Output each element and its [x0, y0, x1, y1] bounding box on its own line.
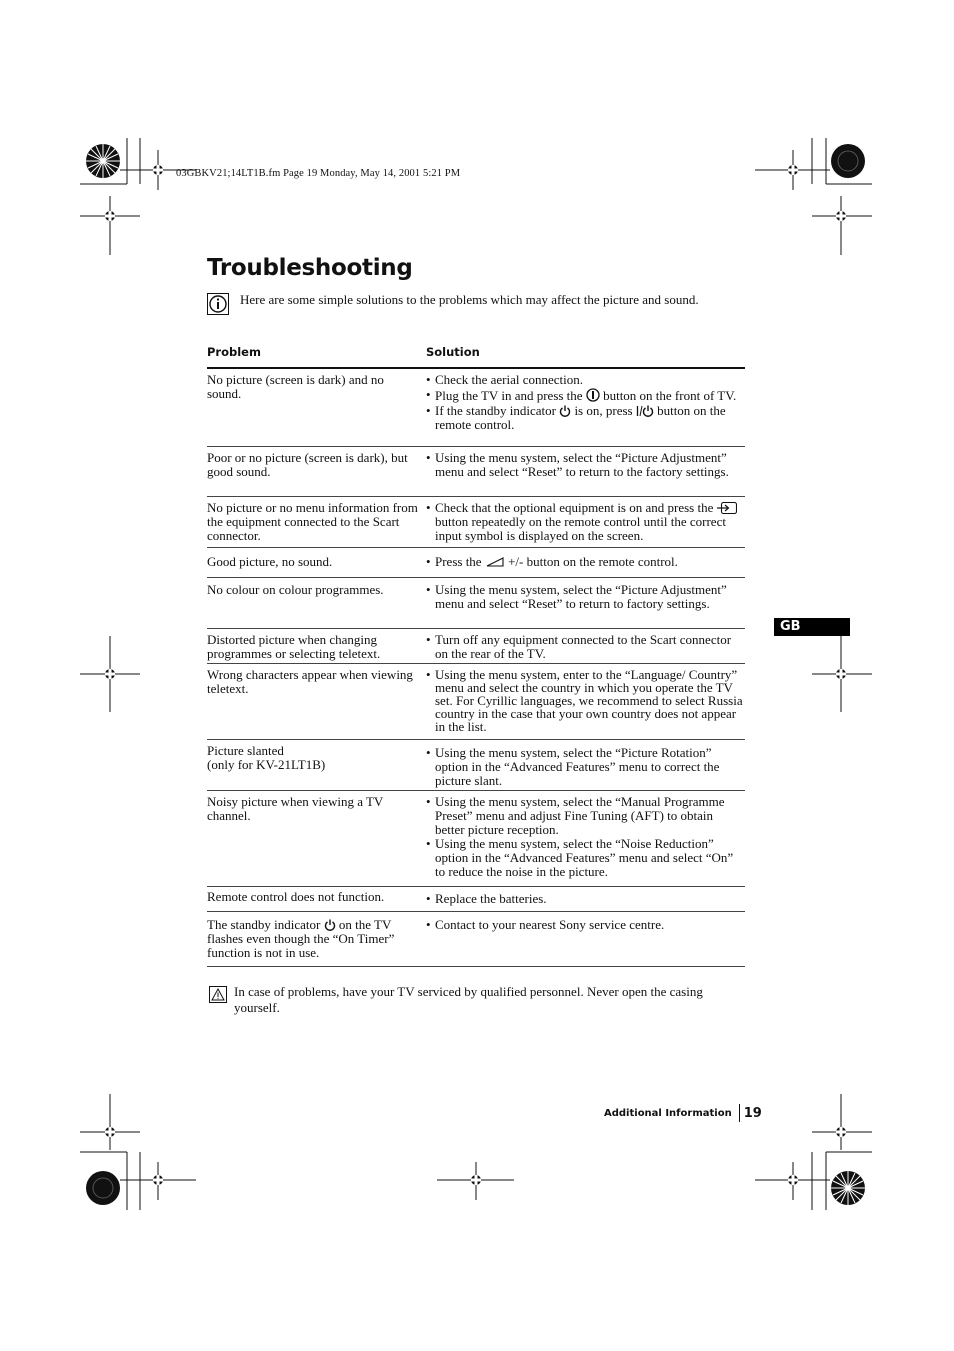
footer-divider — [739, 1104, 740, 1122]
language-tab: GB — [774, 618, 850, 636]
table-row — [207, 497, 745, 548]
problem-cell: No picture (screen is dark) and no sound. — [207, 372, 384, 401]
solution-item: • Press the +/- button on the remote control. — [426, 554, 678, 569]
standby-icon — [324, 919, 336, 931]
warning-text: In case of problems, have your TV serviced by qualified personnel. Never open the casing yourself. — [234, 984, 703, 1015]
table-row — [207, 664, 745, 740]
column-header-solution: Solution — [426, 345, 480, 359]
solution-item: • Using the menu system, enter to the “Language/ Country” menu and select the country in which you operate the TV set. For Cyrillic languages, we recommend to select Russia country in the case that your own country does not appear in the list. — [426, 667, 743, 734]
solution-cell — [426, 744, 745, 790]
problem-cell: Remote control does not function. — [207, 889, 385, 904]
solution-item: • If the standby indicator is on, press button on the remote control. — [426, 403, 726, 432]
solution-cell — [426, 555, 745, 577]
solution-item: • Plug the TV in and press the button on the front of TV. — [426, 387, 737, 403]
page-footer — [604, 1104, 762, 1122]
footer-section-title: Additional Information — [604, 1107, 732, 1119]
table-row — [207, 791, 745, 887]
problem-cell: Good picture, no sound. — [207, 554, 333, 569]
solution-item: • Check that the optional equipment is on and press the button repeatedly on the remote control until the correct input symbol is displayed on the screen. — [426, 501, 745, 543]
solution-item: • Using the menu system, select the “Picture Adjustment” menu and select “Reset” to return to the factory settings. — [426, 450, 729, 479]
troubleshooting-table — [207, 344, 745, 967]
solution-cell — [426, 918, 745, 966]
problem-cell: Poor or no picture (screen is dark), but good sound. — [207, 450, 408, 479]
solution-item: • Check the aerial connection. — [426, 372, 583, 387]
page-title: Troubleshooting — [207, 255, 413, 281]
table-row — [207, 629, 745, 664]
solution-item: • Using the menu system, select the “Picture Adjustment” menu and select “Reset” to return to factory settings. — [426, 582, 727, 611]
power-button-icon — [586, 388, 600, 402]
problem-cell: Distorted picture when changing programmes or selecting teletext. — [207, 632, 381, 661]
standby-icon — [559, 405, 571, 417]
table-row — [207, 369, 745, 447]
problem-cell: No picture or no menu information from the equipment connected to the Scart connector. — [207, 500, 418, 543]
table-row — [207, 887, 745, 912]
solution-cell — [426, 501, 745, 547]
solution-item: • Using the menu system, select the “Picture Rotation” option in the “Advanced Features” menu to correct the picture slant. — [426, 745, 720, 788]
solution-item: • Turn off any equipment connected to the Scart connector on the rear of the TV. — [426, 632, 732, 661]
table-header — [207, 344, 745, 369]
table-row — [207, 447, 745, 497]
file-info-header: 03GBKV21;14LT1B.fm Page 19 Monday, May 14, 2001 5:21 PM — [176, 168, 461, 179]
problem-cell: Wrong characters appear when viewing teletext. — [207, 667, 413, 696]
problem-note: (only for KV-21LT1B) — [207, 757, 326, 772]
input-select-icon — [717, 502, 737, 514]
solution-item: • Replace the batteries. — [426, 891, 547, 906]
solution-item: • Using the menu system, select the “Noise Reduction” option in the “Advanced Features” menu and select “On” to reduce the noise in the picture. — [426, 836, 734, 879]
solution-cell — [426, 451, 745, 496]
intro-text: Here are some simple solutions to the problems which may affect the picture and sound. — [240, 292, 699, 307]
problem-cell: The standby indicator on the TV flashes even though the “On Timer” function is not in use. — [207, 917, 395, 960]
solution-cell — [426, 373, 745, 446]
standby-onoff-icon — [636, 405, 654, 417]
volume-icon — [485, 556, 505, 568]
solution-cell — [426, 633, 745, 663]
solution-cell — [426, 668, 745, 739]
column-header-problem: Problem — [207, 345, 261, 359]
warning-icon — [209, 986, 227, 1003]
solution-item: • Using the menu system, select the “Manual Programme Preset” menu and adjust Fine Tuning (AFT) to obtain better picture reception. — [426, 794, 725, 837]
problem-text: Picture slanted — [207, 743, 284, 758]
page-number: 19 — [743, 1105, 762, 1121]
solution-item: • Contact to your nearest Sony service centre. — [426, 917, 665, 932]
table-row — [207, 548, 745, 578]
problem-cell: No colour on colour programmes. — [207, 582, 384, 597]
solution-cell — [426, 583, 745, 628]
info-icon — [207, 293, 229, 315]
problem-cell — [207, 744, 426, 790]
table-row — [207, 740, 745, 791]
table-row — [207, 912, 745, 967]
problem-cell: Noisy picture when viewing a TV channel. — [207, 794, 384, 823]
solution-cell — [426, 890, 745, 911]
solution-cell — [426, 795, 745, 886]
table-row — [207, 578, 745, 629]
